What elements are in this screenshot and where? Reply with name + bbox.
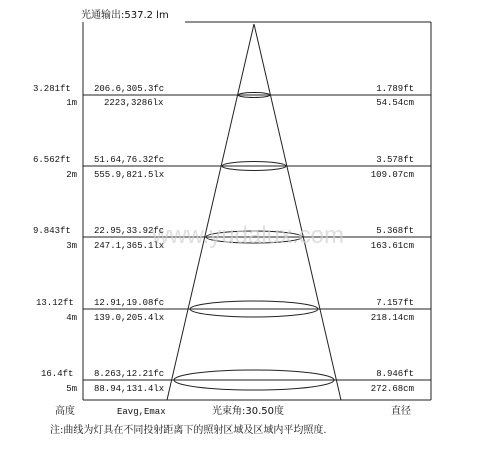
- height-ft: 3.281ft: [33, 84, 71, 94]
- emax-fc: 51.64,76.32fc: [94, 155, 165, 165]
- diameter-cm: 218.14cm: [370, 313, 414, 323]
- emax-fc: 12.91,19.08fc: [94, 298, 165, 308]
- emax-lx: 2223,3286lx: [104, 98, 164, 108]
- luminous-output-label: 光通输出:537.2 lm: [81, 10, 169, 21]
- diameter-column-label: 直径: [391, 406, 411, 417]
- watermark: www.yudalux.com: [151, 222, 345, 249]
- diameter-cm: 54.54cm: [376, 98, 414, 108]
- diameter-cm: 163.61cm: [370, 241, 414, 251]
- height-m: 3m: [66, 241, 77, 251]
- emax-fc: 206.6,305.3fc: [94, 84, 165, 94]
- emax-lx: 88.94,131.4lx: [94, 384, 165, 394]
- row-1m: [33, 84, 414, 108]
- diameter-ft: 8.946ft: [376, 369, 414, 379]
- emax-lx: 555.9,821.5lx: [94, 170, 165, 180]
- height-ft: 6.562ft: [33, 155, 71, 165]
- diameter-ft: 1.789ft: [376, 84, 414, 94]
- beam-edge-right: [254, 24, 341, 400]
- diameter-ft: 7.157ft: [376, 298, 414, 308]
- diameter-ft: 3.578ft: [376, 155, 414, 165]
- beam-edge-left: [167, 24, 254, 400]
- height-m: 2m: [66, 170, 77, 180]
- emax-lx: 247.1,365.1lx: [94, 241, 165, 251]
- footnote: 注:曲线为灯具在不同投射距离下的照射区域及区域内平均照度.: [50, 425, 327, 436]
- emax-fc: 22.95,33.92fc: [94, 226, 165, 236]
- height-m: 5m: [66, 384, 77, 394]
- height-column-label: 高度: [55, 406, 75, 417]
- emax-lx: 139.0,205.4lx: [94, 313, 165, 323]
- height-m: 4m: [66, 313, 77, 323]
- diameter-ft: 5.368ft: [376, 226, 414, 236]
- eavg-emax-label: Eavg,Emax: [117, 407, 166, 417]
- diameter-cm: 272.68cm: [370, 384, 414, 394]
- height-ft: 13.12ft: [36, 298, 74, 308]
- emax-fc: 8.263,12.21fc: [94, 369, 165, 379]
- row-5m: [41, 369, 414, 394]
- height-ft: 16.4ft: [41, 369, 74, 379]
- diagram-frame: [83, 22, 431, 400]
- diameter-cm: 109.07cm: [370, 170, 414, 180]
- beam-angle-label: 光束角:30.50度: [212, 406, 284, 417]
- height-m: 1m: [66, 98, 77, 108]
- beam-cone: [167, 24, 341, 400]
- height-ft: 9.843ft: [33, 226, 71, 236]
